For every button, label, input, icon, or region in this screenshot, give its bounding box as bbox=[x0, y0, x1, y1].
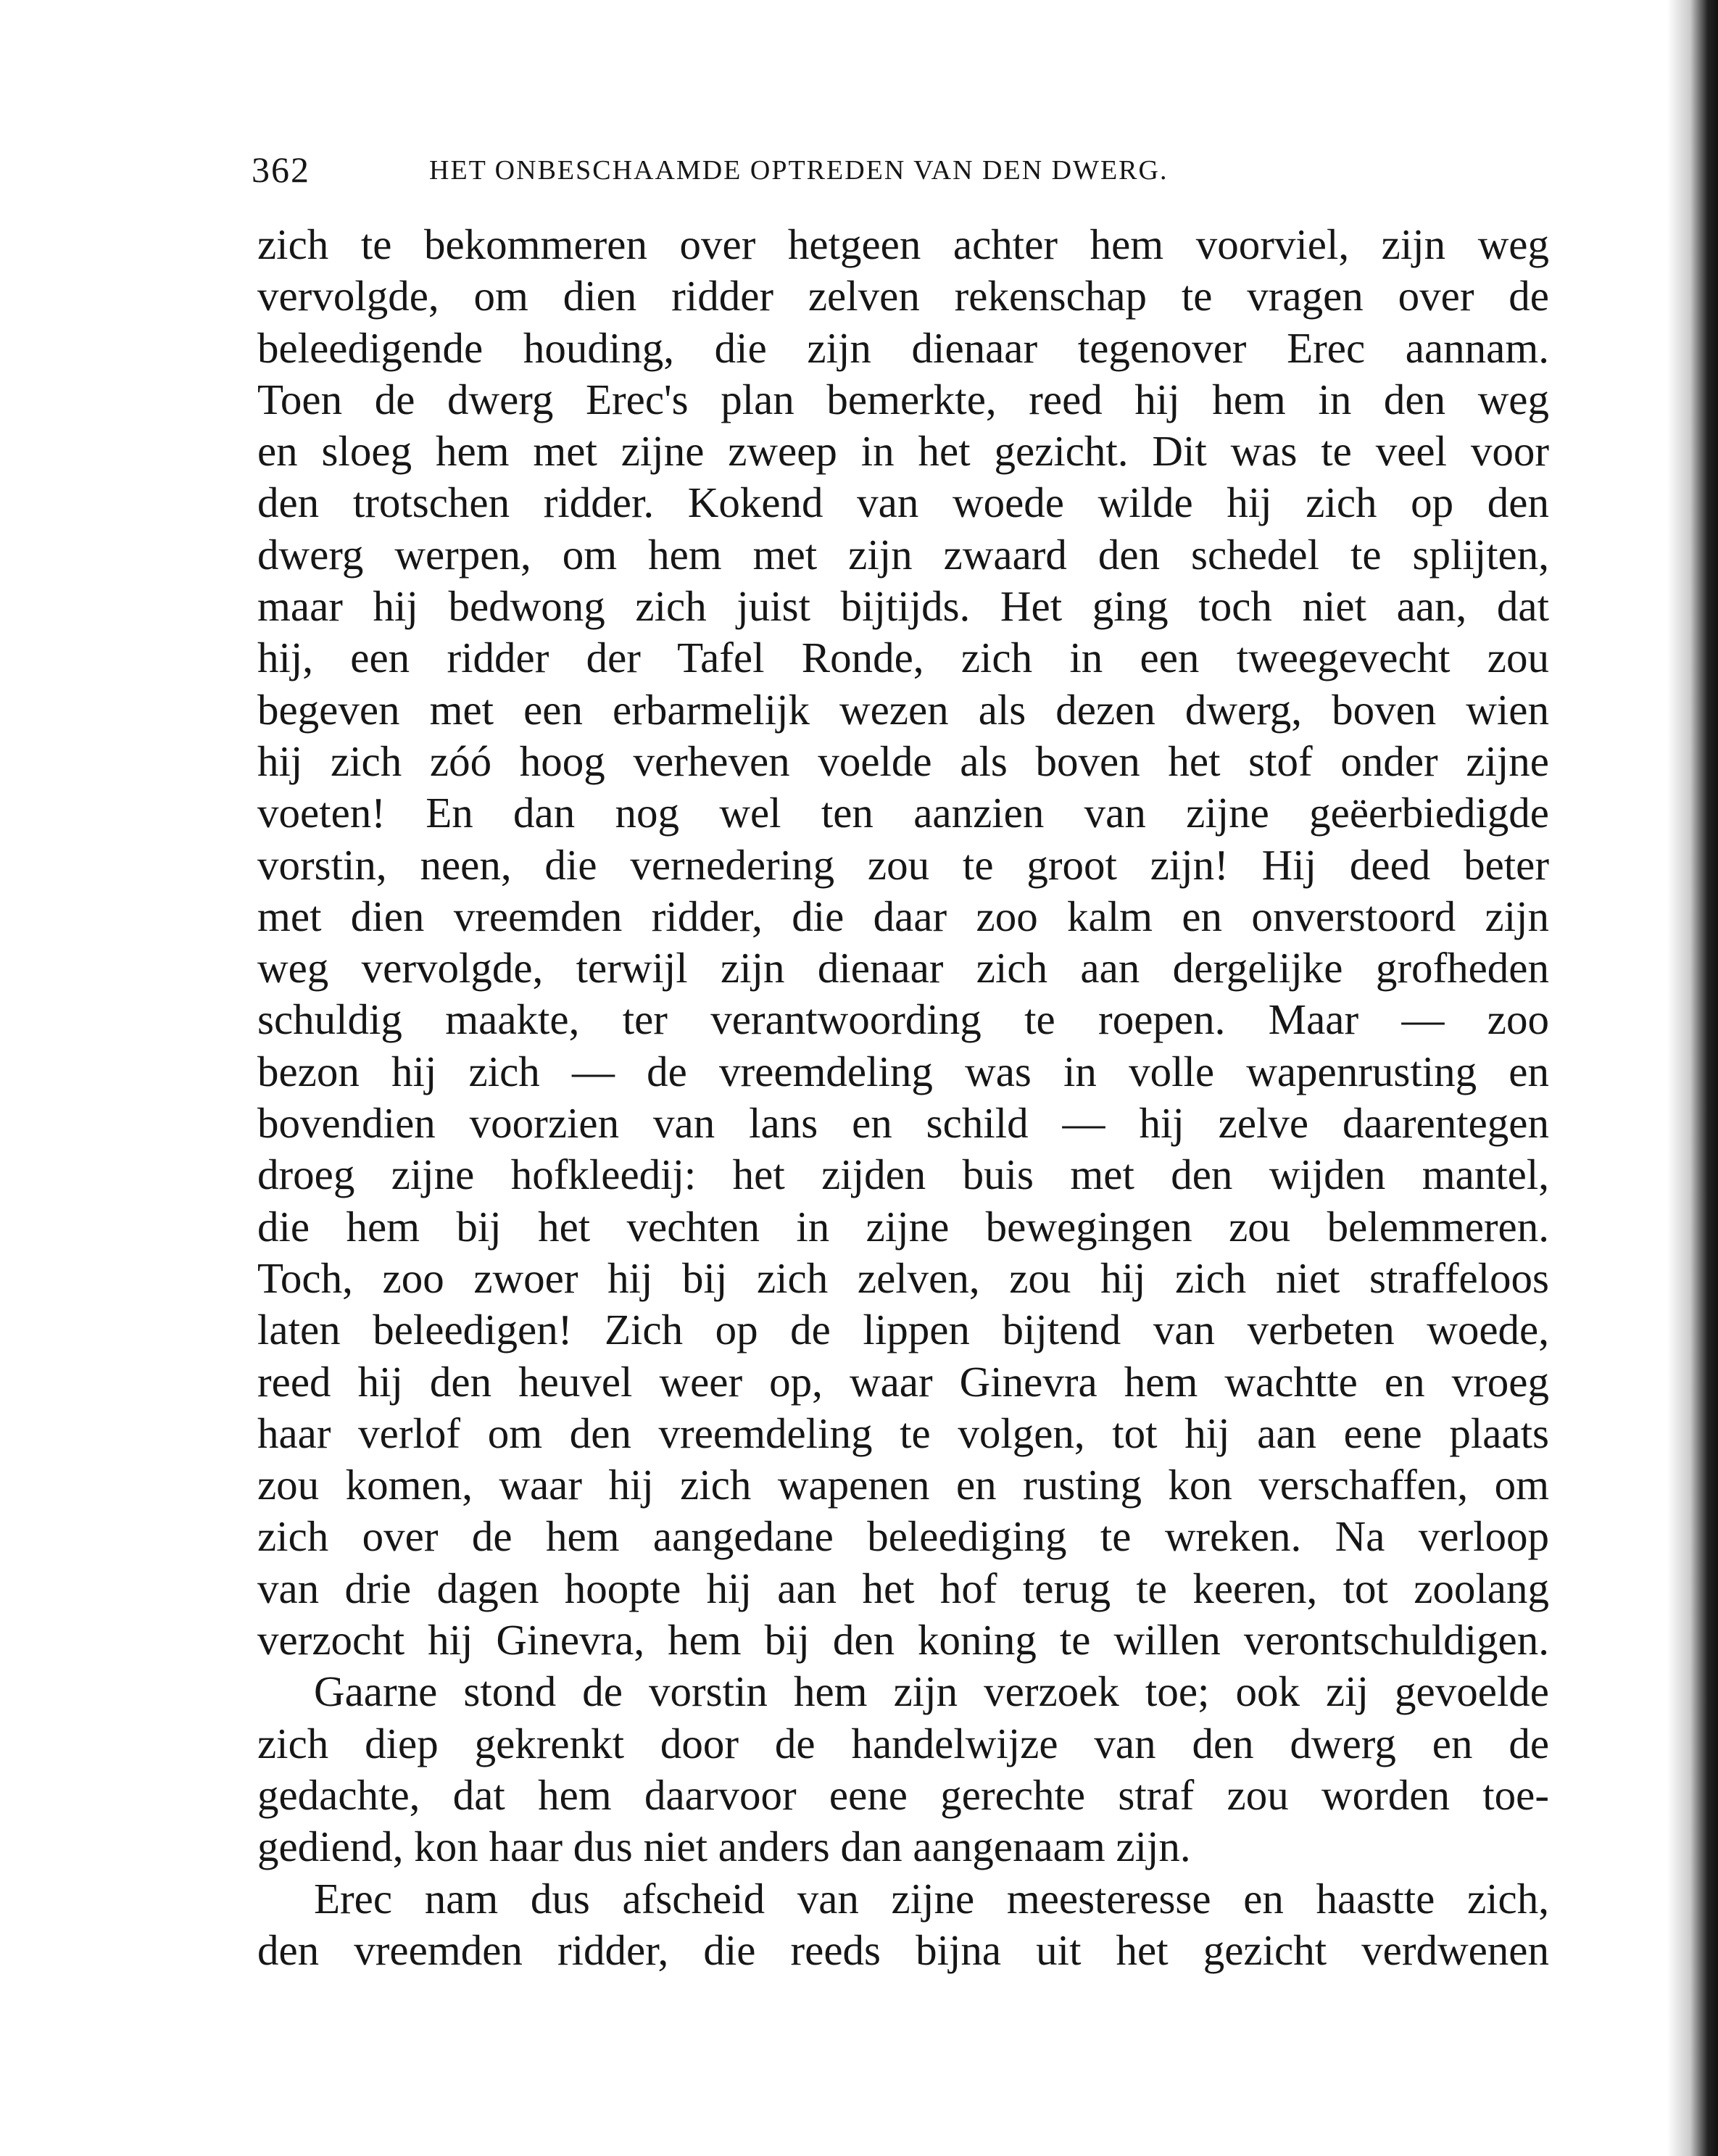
text-line: vorstin, neen, die vernedering zou te groot zijn! Hij deed beter bbox=[257, 840, 1549, 889]
text-line: gedachte, dat hem daarvoor eene gerechte straf zou worden toe- bbox=[257, 1770, 1549, 1819]
text-line: zich te bekommeren over hetgeen achter hem voorviel, zijn weg bbox=[257, 220, 1549, 268]
text-line: zou komen, waar hij zich wapenen en rusting kon verschaffen, om bbox=[257, 1461, 1549, 1509]
text-line: met dien vreemden ridder, die daar zoo kalm en onverstoord zijn bbox=[257, 892, 1549, 940]
text-line: weg vervolgde, terwijl zijn dienaar zich aan dergelijke grofheden bbox=[257, 944, 1549, 992]
text-line: bezon hij zich — de vreemdeling was in volle wapenrusting en bbox=[257, 1047, 1549, 1095]
text-line: den vreemden ridder, die reeds bijna uit het gezicht verdwenen bbox=[257, 1925, 1549, 1974]
text-line: verzocht hij Ginevra, hem bij den koning te willen verontschuldigen. bbox=[257, 1616, 1549, 1664]
text-line: bovendien voorzien van lans en schild — hij zelve daarentegen bbox=[257, 1099, 1549, 1148]
text-line: begeven met een erbarmelijk wezen als dezen dwerg, boven wien bbox=[257, 685, 1549, 734]
text-line: reed hij den heuvel weer op, waar Ginevra hem wachtte en vroeg bbox=[257, 1357, 1549, 1406]
page-number: 362 bbox=[252, 149, 310, 190]
text-line: den trotschen ridder. Kokend van woede wilde hij zich op den bbox=[257, 478, 1549, 527]
text-line: zich over de hem aangedane beleediging te wreken. Na verloop bbox=[257, 1512, 1549, 1561]
text-line: hij zich zóó hoog verheven voelde als boven het stof onder zijne bbox=[257, 737, 1549, 785]
text-line: zich diep gekrenkt door de handelwijze van den dwerg en de bbox=[257, 1719, 1549, 1767]
text-line: maar hij bedwong zich juist bijtijds. Het ging toch niet aan, dat bbox=[257, 582, 1549, 631]
text-line: haar verlof om den vreemdeling te volgen, tot hij aan eene plaats bbox=[257, 1409, 1549, 1457]
text-line: droeg zijne hofkleedij: het zijden buis met den wijden mantel, bbox=[257, 1150, 1549, 1199]
text-line: vervolgde, om dien ridder zelven rekenschap te vragen over de bbox=[257, 272, 1549, 320]
body-text bbox=[257, 219, 1549, 1976]
text-line: dwerg werpen, om hem met zijn zwaard den schedel te splijten, bbox=[257, 530, 1549, 579]
text-line: en sloeg hem met zijne zweep in het gezicht. Dit was te veel voor bbox=[257, 427, 1549, 476]
text-line: Toch, zoo zwoer hij bij zich zelven, zou hij zich niet straffeloos bbox=[257, 1253, 1549, 1302]
text-line: hij, een ridder der Tafel Ronde, zich in een tweegevecht zou bbox=[257, 634, 1549, 682]
running-title: HET ONBESCHAAMDE OPTREDEN VAN DEN DWERG. bbox=[429, 155, 1169, 186]
page-header bbox=[252, 149, 1556, 192]
text-line: Erec nam dus afscheid van zijne meesteresse en haastte zich, bbox=[314, 1874, 1549, 1923]
text-line: voeten! En dan nog wel ten aanzien van zijne geëerbiedigde bbox=[257, 789, 1549, 837]
text-line: die hem bij het vechten in zijne bewegingen zou belemmeren. bbox=[257, 1202, 1549, 1251]
text-line: laten beleedigen! Zich op de lippen bijtend van verbeten woede, bbox=[257, 1306, 1549, 1354]
text-line: Toen de dwerg Erec's plan bemerkte, reed hij hem in den weg bbox=[257, 375, 1549, 423]
text-line: beleedigende houding, die zijn dienaar tegenover Erec aannam. bbox=[257, 323, 1549, 372]
text-line: schuldig maakte, ter verantwoording te roepen. Maar — zoo bbox=[257, 995, 1549, 1044]
page-edge-shadow bbox=[1667, 0, 1718, 2156]
text-line: van drie dagen hoopte hij aan het hof terug te keeren, tot zoolang bbox=[257, 1564, 1549, 1612]
text-line: gediend, kon haar dus niet anders dan aangenaam zijn. bbox=[257, 1823, 1191, 1871]
text-line: Gaarne stond de vorstin hem zijn verzoek toe; ook zij gevoelde bbox=[314, 1667, 1549, 1716]
